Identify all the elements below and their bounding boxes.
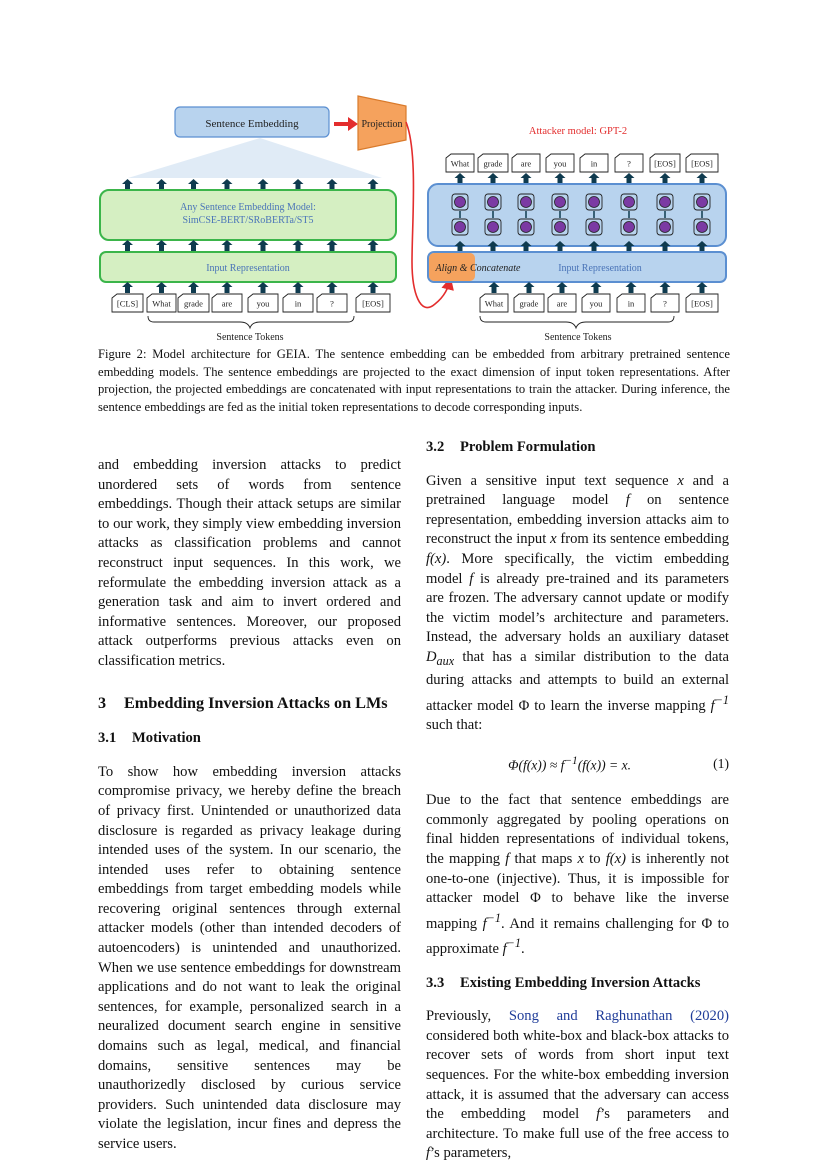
up-arrow xyxy=(156,282,167,293)
subsection-3-1-heading xyxy=(98,729,401,749)
inj-text-a: Due to the fact that sentence embeddings are commonly aggregated by pooling operations on final hidden representations of individual tokens, the mapping xyxy=(426,792,729,867)
left-token xyxy=(248,294,278,312)
up-arrow xyxy=(293,179,304,190)
math-fx: f(x) xyxy=(426,550,447,567)
embedding-to-projection-arrow xyxy=(334,117,358,131)
architecture-figure xyxy=(90,92,740,342)
equation-1 xyxy=(426,752,729,775)
right-token-brace xyxy=(480,316,674,328)
inj-text-e: . And it remains challenging for Φ to approximate xyxy=(426,915,730,958)
left-token xyxy=(112,294,143,312)
node-icon xyxy=(521,197,532,208)
math-finv xyxy=(502,936,521,958)
up-arrow xyxy=(222,179,233,190)
output-token-text: What xyxy=(450,158,470,169)
left-input-representation-label: Input Representation xyxy=(206,263,290,274)
ex-text-b: considered both white-box and black-box attacks to recover sets of words from short input text sequences. For the white-box embedding inversion attack, it is assumed that the adversary can access the embedding model xyxy=(426,1027,729,1123)
eq-sup: −1 xyxy=(564,755,578,768)
left-token xyxy=(356,294,390,312)
up-arrow xyxy=(258,240,269,251)
node-icon xyxy=(660,197,671,208)
math-x: x xyxy=(677,472,684,489)
up-arrow xyxy=(122,240,133,251)
up-arrow xyxy=(557,282,568,293)
pf-text-a: Given a sensitive input text sequence xyxy=(426,472,669,489)
right-token-text: in xyxy=(627,298,635,309)
output-token-text: are xyxy=(520,158,532,169)
math-finv-base: f xyxy=(710,697,715,714)
subsection-3-2-heading xyxy=(426,438,729,458)
output-token xyxy=(580,154,608,172)
up-arrow xyxy=(293,240,304,251)
ex-text-a: Previously, xyxy=(426,1008,492,1025)
up-arrow xyxy=(188,179,199,190)
output-token-text: grade xyxy=(483,158,503,169)
up-arrow xyxy=(368,282,379,293)
left-token-text: are xyxy=(221,298,233,309)
pf-text-b: and a pretrained language model xyxy=(426,472,729,509)
output-token-text: you xyxy=(553,158,567,169)
right-input-representation-label: Input Representation xyxy=(558,263,642,274)
attacker-model-label: Attacker model: GPT-2 xyxy=(528,126,628,137)
node-icon xyxy=(555,197,566,208)
up-arrow xyxy=(488,173,499,184)
left-token-text: you xyxy=(256,298,270,309)
figure-caption: Figure 2: Model architecture for GEIA. The sentence embedding can be embedded from arbitrary pretrained sentence embedding models. The sentence embeddings are projected to the exact dimension of input token representations. After projection, the projected embeddings are concatenated with input representations to train the attacker. During inference, the sentence embeddings are fed as the initial token representations to decode corresponding inputs. xyxy=(98,347,730,414)
left-token-brace xyxy=(148,316,354,328)
up-arrow xyxy=(455,173,466,184)
output-token xyxy=(650,154,680,172)
right-token-text: you xyxy=(589,298,603,309)
up-arrow xyxy=(122,282,133,293)
subsection-3-3-title: Existing Embedding Inversion Attacks xyxy=(460,974,701,991)
sentence-embedding-label: Sentence Embedding xyxy=(205,118,299,130)
subsection-3-3-number: 3.3 xyxy=(426,974,445,991)
left-token xyxy=(283,294,313,312)
node-icon xyxy=(488,222,499,233)
ex-text-c: ’s parameters and architecture. To make full use of the free access to xyxy=(426,1106,729,1142)
eq-part-a: Φ(f(x)) ≈ f xyxy=(508,757,565,773)
left-tokens-label: Sentence Tokens xyxy=(216,332,284,342)
inj-text-b: that maps xyxy=(514,850,573,867)
inj-text-d: is inherently not one-to-one (injective). Thus, it is impossible for attacker model Φ to behave like the inverse mapping xyxy=(426,850,729,932)
right-output-token-row xyxy=(446,154,718,172)
existing-attacks-paragraph xyxy=(426,1007,729,1164)
left-token-arrows xyxy=(122,282,379,293)
node-icon xyxy=(589,197,600,208)
right-token xyxy=(686,294,718,312)
left-token-text: in xyxy=(294,298,302,309)
up-arrow xyxy=(521,173,532,184)
node-icon xyxy=(589,222,600,233)
up-arrow xyxy=(626,282,637,293)
math-finv-base: f xyxy=(502,941,507,958)
up-arrow xyxy=(697,173,708,184)
subsection-3-2-number: 3.2 xyxy=(426,439,445,455)
node-icon xyxy=(455,222,466,233)
node-icon xyxy=(455,197,466,208)
right-tokens-label: Sentence Tokens xyxy=(544,332,612,342)
math-x: x xyxy=(577,850,584,867)
output-token xyxy=(446,154,474,172)
up-arrow xyxy=(660,282,671,293)
equation-1-number: (1) xyxy=(713,755,729,771)
math-finv-sup: −1 xyxy=(486,910,501,925)
right-decoder-output-arrows xyxy=(455,173,708,184)
node-icon xyxy=(488,197,499,208)
output-token-text: in xyxy=(590,158,598,169)
math-daux xyxy=(426,648,455,668)
inj-text-end: . xyxy=(520,941,525,958)
node-icon xyxy=(555,222,566,233)
pf-text-e: . More specifically, the victim embedding model xyxy=(426,550,729,587)
equation-1-body xyxy=(426,752,713,775)
intro-paragraph-continued: and embedding inversion attacks to predict unordered sets of words from sentence embeddings. Though their attack setups are similar to our work, they simply view embedding inversion attacks as classification problems and cannot reconstruct input sequences. In this work, we reformulate the embedding inversion attack as a generation task and aim to invert ordered and informative sentences. Moreover, our proposed attack outperforms previous attacks even on classification metrics. xyxy=(98,457,401,669)
math-f: f xyxy=(625,492,630,509)
up-arrow xyxy=(188,282,199,293)
right-token xyxy=(480,294,508,312)
subsection-3-1-title: Motivation xyxy=(132,730,201,747)
up-arrow xyxy=(524,282,535,293)
up-arrow xyxy=(327,179,338,190)
right-token xyxy=(617,294,645,312)
pooling-fan xyxy=(128,138,382,178)
pf-text-h: such that: xyxy=(426,717,483,734)
up-arrow xyxy=(258,179,269,190)
left-token-text: ? xyxy=(330,298,334,309)
gpt2-box xyxy=(428,184,726,246)
up-arrow xyxy=(368,240,379,251)
math-daux-sub: aux xyxy=(436,653,455,668)
subsection-3-3-heading xyxy=(426,974,729,994)
right-token-text: grade xyxy=(519,298,539,309)
up-arrow xyxy=(697,282,708,293)
left-encoder-output-arrows xyxy=(122,179,379,190)
motivation-paragraph: To show how embedding inversion attacks compromise privacy, we hereby define the breach of privacy first. Unintended or unauthorized data disclosure is regarded as privacy leakage during intended uses of the system. In our scenario, the intended uses refer to obtaining sentence embeddings from target embedding models while recovering original sentences through external attacker models (other than intended decoders of autoencoders) is unintended and unauthorized. When we use sentence embeddings for downstream applications and do not want to leak the original sentences, for example, personalized search in a neuralized document search engine in sensitive domains such as legal, medical, and financial domains, sensitive sentences may be unauthorizedly disclosed by curious service providers. Such unintended data disclosure may violate the legislation, incur fines and depress the service users. xyxy=(98,763,401,1152)
output-token xyxy=(686,154,718,172)
up-arrow xyxy=(327,240,338,251)
projection-label: Projection xyxy=(361,119,403,130)
right-token-text: [EOS] xyxy=(691,298,713,309)
right-token xyxy=(514,294,544,312)
pf-text-c: on sentence representation, embedding inversion attacks aim to reconstruct the input xyxy=(426,492,729,548)
encoder-label-line2: SimCSE-BERT/SRoBERTa/ST5 xyxy=(182,215,314,226)
up-arrow xyxy=(258,282,269,293)
up-arrow xyxy=(589,173,600,184)
left-token-text: [EOS] xyxy=(362,298,384,309)
up-arrow xyxy=(222,240,233,251)
output-token xyxy=(478,154,508,172)
up-arrow xyxy=(122,179,133,190)
subsection-3-1-number: 3.1 xyxy=(98,730,117,747)
math-fx: f(x) xyxy=(605,850,626,867)
output-token xyxy=(512,154,540,172)
node-icon xyxy=(624,222,635,233)
ex-text-d: ’s parameters, xyxy=(430,1145,512,1162)
right-column xyxy=(426,439,730,1164)
right-token xyxy=(582,294,610,312)
right-token xyxy=(548,294,576,312)
math-finv-base: f xyxy=(482,915,487,932)
up-arrow xyxy=(660,173,671,184)
math-f: f xyxy=(596,1106,601,1123)
output-token-text: ? xyxy=(627,158,631,169)
left-column xyxy=(98,456,401,1155)
subsection-3-2-title: Problem Formulation xyxy=(460,439,596,455)
right-token-text: ? xyxy=(663,298,667,309)
up-arrow xyxy=(555,173,566,184)
left-token xyxy=(147,294,176,312)
left-token-text: What xyxy=(152,298,171,309)
output-token-text: [EOS] xyxy=(691,158,713,169)
right-token-text: are xyxy=(556,298,568,309)
section-3-title: Embedding Inversion Attacks on LMs xyxy=(124,693,388,712)
right-token-text: What xyxy=(484,298,504,309)
right-token xyxy=(651,294,679,312)
align-concatenate-label: Align & Concatenate xyxy=(435,263,521,274)
pf-text-g: that has a similar distribution to the data during attacks and attempts to build an external attacker model Φ to learn the inverse mapping xyxy=(426,648,729,714)
up-arrow xyxy=(368,179,379,190)
math-f: f xyxy=(505,850,510,867)
output-token xyxy=(615,154,643,172)
up-arrow xyxy=(293,282,304,293)
injective-paragraph xyxy=(426,791,729,959)
up-arrow xyxy=(327,282,338,293)
left-encoder-input-arrows xyxy=(122,240,379,251)
up-arrow xyxy=(156,179,167,190)
up-arrow xyxy=(489,282,500,293)
left-token xyxy=(178,294,209,312)
section-3-number: 3 xyxy=(98,693,107,712)
inj-text-c: to xyxy=(589,850,601,867)
node-icon xyxy=(697,197,708,208)
problem-formulation-paragraph xyxy=(426,472,729,736)
node-icon xyxy=(697,222,708,233)
math-f: f xyxy=(469,570,474,587)
math-finv xyxy=(482,910,501,932)
node-icon xyxy=(624,197,635,208)
math-finv-sup: −1 xyxy=(506,936,521,951)
citation-link[interactable]: Song and Raghunathan (2020) xyxy=(508,1008,729,1025)
left-token-text: grade xyxy=(184,298,203,309)
node-icon xyxy=(521,222,532,233)
math-x: x xyxy=(550,531,557,548)
left-token-row xyxy=(112,294,390,312)
up-arrow xyxy=(156,240,167,251)
math-finv xyxy=(710,693,730,714)
node-icon xyxy=(660,222,671,233)
output-token xyxy=(546,154,574,172)
section-3-heading xyxy=(98,694,401,714)
encoder-label-line1: Any Sentence Embedding Model: xyxy=(180,202,316,213)
right-token-arrows xyxy=(489,282,708,293)
up-arrow xyxy=(591,282,602,293)
left-token-text: [CLS] xyxy=(116,298,139,309)
left-token xyxy=(317,294,347,312)
up-arrow xyxy=(188,240,199,251)
up-arrow xyxy=(624,173,635,184)
eq-part-b: (f(x)) = x. xyxy=(577,757,632,773)
pf-text-f: is already pre-trained and its parameters are frozen. The adversary cannot update or modify the victim model’s architecture and parameters. Instead, the adversary holds an auxiliary dataset xyxy=(426,570,729,646)
output-token-text: [EOS] xyxy=(654,158,676,169)
math-finv-sup: −1 xyxy=(714,693,730,708)
math-daux-base: D xyxy=(426,648,437,665)
up-arrow xyxy=(222,282,233,293)
math-f: f xyxy=(426,1145,431,1162)
right-token-row xyxy=(480,294,718,312)
left-token xyxy=(212,294,242,312)
pf-text-d: from its sentence embedding xyxy=(560,531,730,548)
